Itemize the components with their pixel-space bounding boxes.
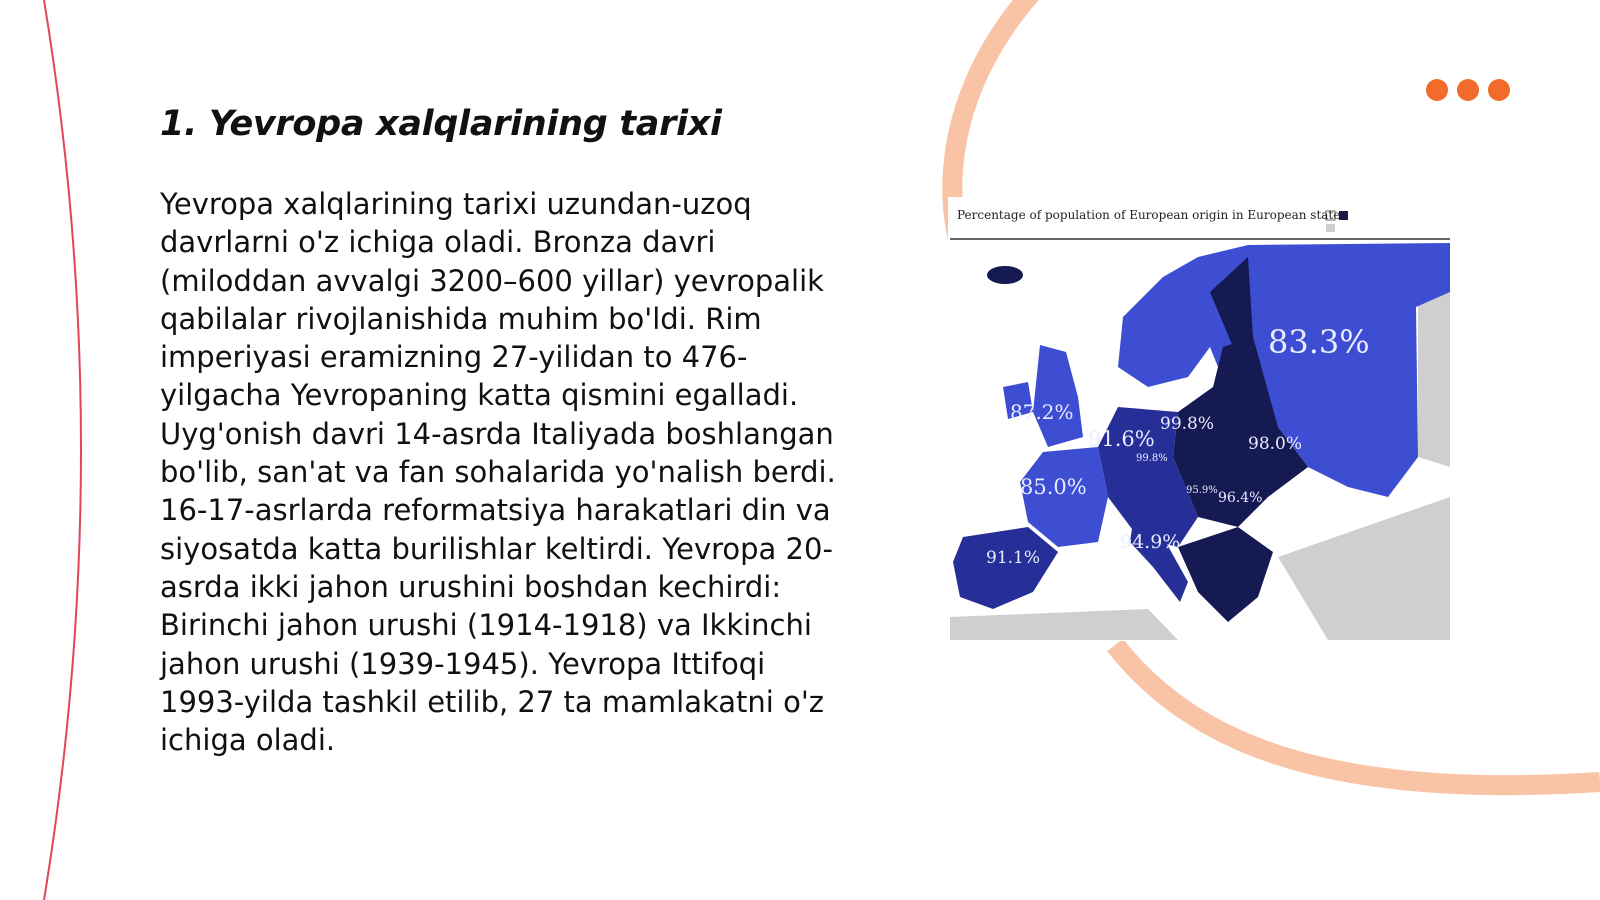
label-poland: 99.8% xyxy=(1160,414,1215,434)
label-hungary: 95.9% xyxy=(1186,485,1218,496)
slide-title: 1. Yevropa xalqlarining tarixi xyxy=(160,104,722,144)
map-title: Percentage of population of European origin in European states xyxy=(957,208,1347,222)
region-iceland xyxy=(987,266,1023,284)
label-ukraine: 98.0% xyxy=(1248,434,1303,454)
europe-map xyxy=(948,197,1451,641)
label-uk: 87.2% xyxy=(1010,400,1074,424)
menu-dots xyxy=(1426,79,1510,101)
label-romania: 96.4% xyxy=(1218,490,1263,506)
label-czechia: 99.8% xyxy=(1136,453,1168,464)
europe-map-figure xyxy=(948,197,1451,641)
region-kazakhstan xyxy=(1418,287,1450,467)
left-red-curve xyxy=(44,0,81,900)
label-italy: 94.9% xyxy=(1120,531,1181,553)
dot-1 xyxy=(1426,79,1448,101)
dot-3 xyxy=(1488,79,1510,101)
label-spain: 91.1% xyxy=(986,548,1041,568)
slide-body-text: Yevropa xalqlarining tarixi uzundan-uzoq davrlarni o'z ichiga oladi. Bronza davri (miloddan avvalgi 3200–600 yillar) yevropalik qabilalar rivojlanishida muhim bo'ldi. Rim imperiyasi eramizning 27-yilidan to 476-yilgacha Yevropaning katta qismini egalladi. Uyg'onish davri 14-asrda Italiyada boshlangan bo'lib, san'at va fan sohalarida yo'nalish berdi. 16-17-asrlarda reformatsiya harakatlari din va siyosatda katta burilishlar keltirdi. Yevropa 20-asrda ikki jahon urushini boshdan kechirdi: Birinchi jahon urushi (1914-1918) va Ikkinchi jahon urushi (1939-1945). Yevropa Ittifoqi 1993-yilda tashkil etilib, 27 ta mamlakatni o'z ichiga oladi. xyxy=(160,187,836,758)
label-russia: 83.3% xyxy=(1268,323,1370,361)
peach-arc-bottom xyxy=(1115,645,1600,785)
label-france: 85.0% xyxy=(1020,475,1087,499)
dot-2 xyxy=(1457,79,1479,101)
label-germany: 91.6% xyxy=(1088,427,1155,451)
